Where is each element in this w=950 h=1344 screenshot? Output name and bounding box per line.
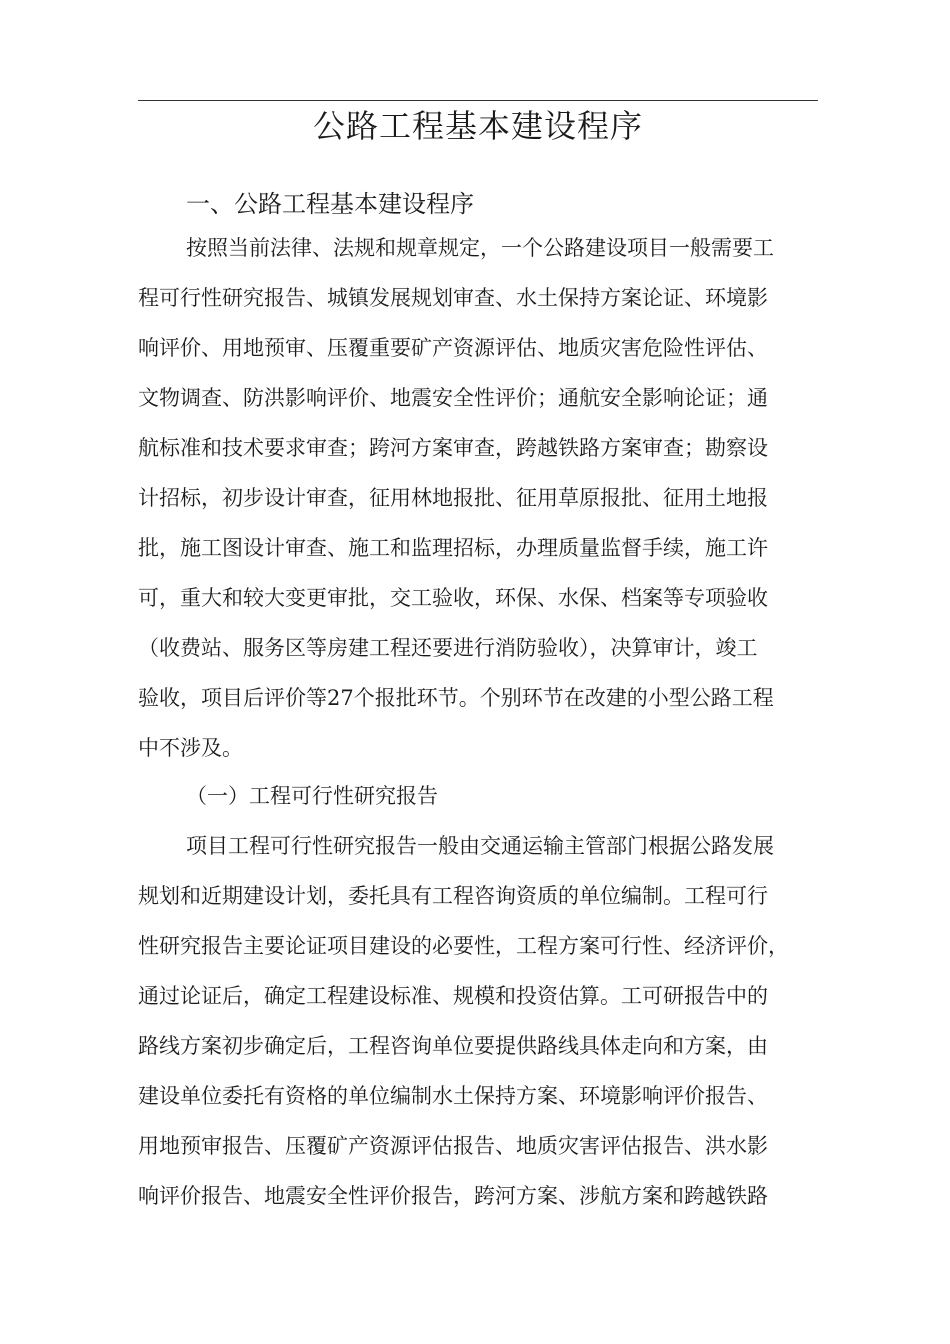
paragraph-line: （收费站、服务区等房建工程还要进行消防验收），决算审计，竣工: [138, 636, 758, 660]
paragraph-line: 可，重大和较大变更审批，交工验收，环保、水保、档案等专项验收: [138, 586, 768, 610]
paragraph-line: 性研究报告主要论证项目建设的必要性，工程方案可行性、经济评价，: [138, 934, 789, 958]
paragraph-line: 验收，项目后评价等27个报批环节。个别环节在改建的小型公路工程: [138, 686, 774, 710]
header-rule: [138, 100, 818, 101]
paragraph-line: 响评价、用地预审、压覆重要矿产资源评估、地质灾害危险性评估、: [138, 336, 768, 360]
paragraph-line: 路线方案初步确定后，工程咨询单位要提供路线具体走向和方案，由: [138, 1034, 768, 1058]
paragraph-line: 规划和近期建设计划，委托具有工程咨询资质的单位编制。工程可行: [138, 884, 768, 908]
paragraph-line: 文物调查、防洪影响评价、地震安全性评价；通航安全影响论证；通: [138, 386, 768, 410]
paragraph-line: 程可行性研究报告、城镇发展规划审查、水土保持方案论证、环境影: [138, 286, 768, 310]
document-title: 公路工程基本建设程序: [312, 107, 643, 145]
paragraph-line: 航标准和技术要求审查；跨河方案审查，跨越铁路方案审查；勘察设: [138, 436, 768, 460]
paragraph-line: 中不涉及。: [138, 736, 243, 760]
section-heading: 一、公路工程基本建设程序: [186, 190, 474, 218]
paragraph-line: 通过论证后，确定工程建设标准、规模和投资估算。工可研报告中的: [138, 984, 768, 1008]
subsection-heading: （一）工程可行性研究报告: [186, 784, 438, 808]
paragraph-line: 响评价报告、地震安全性评价报告，跨河方案、涉航方案和跨越铁路: [138, 1184, 768, 1208]
paragraph-line: 按照当前法律、法规和规章规定，一个公路建设项目一般需要工: [186, 236, 774, 260]
paragraph-line: 项目工程可行性研究报告一般由交通运输主管部门根据公路发展: [186, 834, 774, 858]
paragraph-line: 计招标，初步设计审查，征用林地报批、征用草原报批、征用土地报: [138, 486, 768, 510]
paragraph-line: 建设单位委托有资格的单位编制水土保持方案、环境影响评价报告、: [138, 1084, 768, 1108]
paragraph-line: 用地预审报告、压覆矿产资源评估报告、地质灾害评估报告、洪水影: [138, 1134, 768, 1158]
paragraph-line: 批，施工图设计审查、施工和监理招标，办理质量监督手续，施工许: [138, 536, 768, 560]
